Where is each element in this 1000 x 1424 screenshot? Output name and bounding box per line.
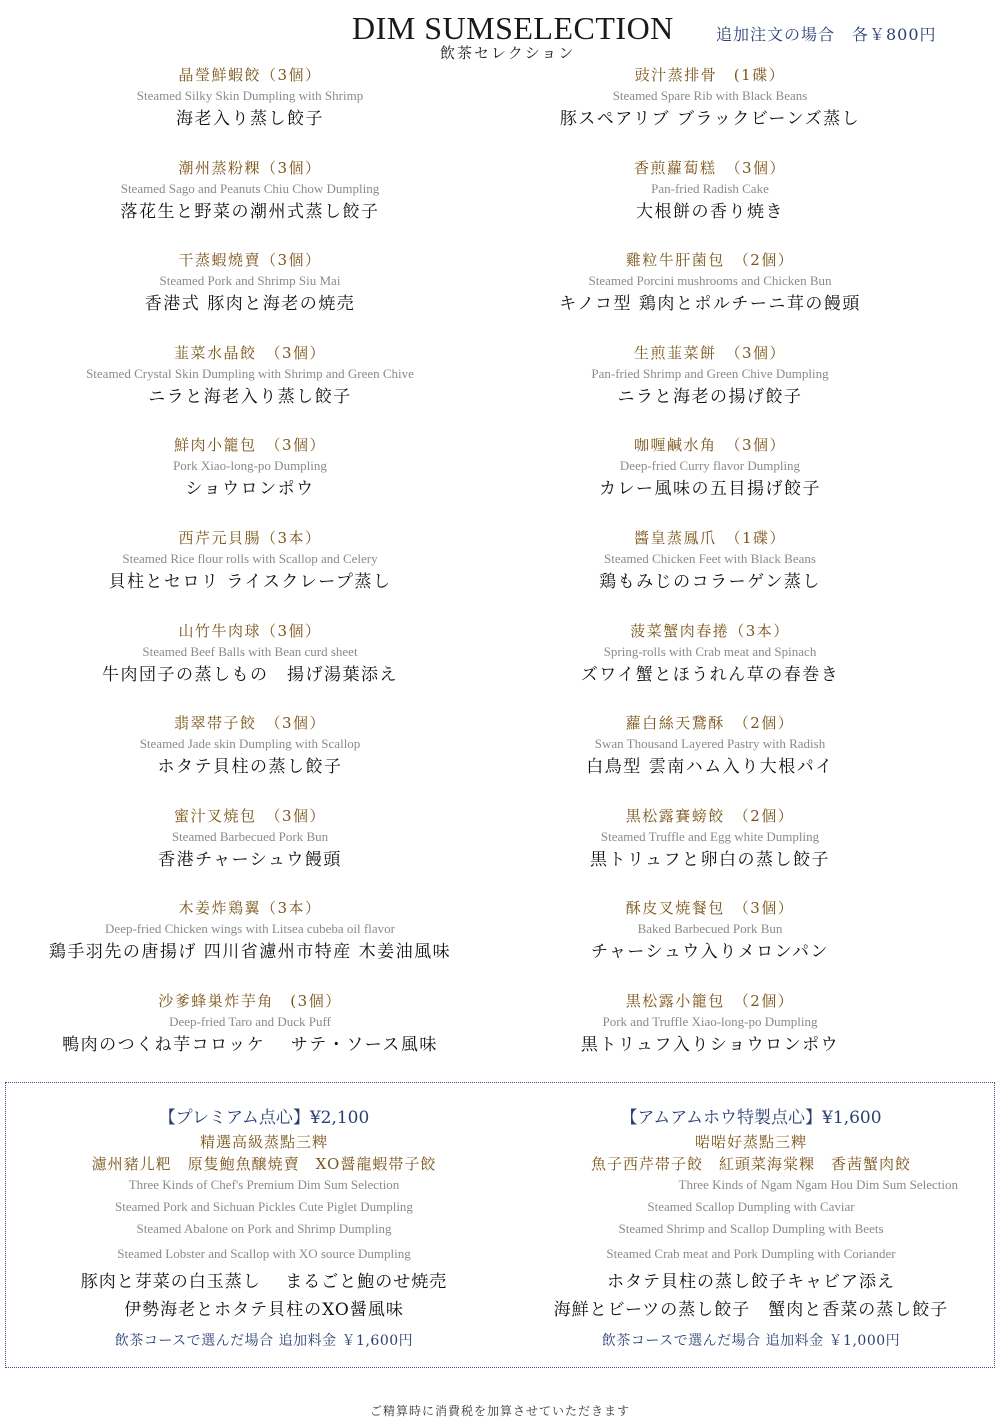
amuamuhou-en-item: Steamed Crab meat and Pork Dumpling with Coriander	[606, 1246, 896, 1261]
menu-item-en: Pork Xiao-long-po Dumpling	[173, 458, 327, 474]
menu-item-jp: 鶏もみじのコラーゲン蒸し	[599, 572, 821, 592]
menu-item-cn: 鮮肉小籠包 （3個）	[173, 436, 327, 455]
menu-item	[440, 249, 980, 341]
menu-item-jp: ホタテ貝柱の蒸し餃子	[157, 757, 343, 778]
menu-item	[0, 990, 500, 1082]
menu-item-jp: チャーシュウ入りメロンパン	[590, 942, 830, 963]
menu-item-en: Spring-rolls with Crab meat and Spinach	[603, 643, 817, 659]
menu-item-en: Steamed Spare Rib with Black Beans	[612, 88, 808, 103]
menu-item-jp: 豚スペアリブ ブラックビーンズ蒸し	[559, 109, 861, 129]
menu-item-jp: ニラと海老の揚げ餃子	[617, 386, 803, 407]
amuamuhou-cn-items: 魚子西芹帯子餃 紅頭菜海棠粿 香茜蟹肉餃	[590, 1155, 911, 1173]
menu-item-cn: 雞粒牛肝菌包 （2個）	[625, 251, 795, 270]
menu-item	[0, 897, 500, 989]
menu-item-cn: 木姜炸鶏翼（3本）	[178, 899, 322, 918]
premium-jp-item: 伊勢海老とホタテ貝柱のXO醤風味	[124, 1300, 404, 1320]
menu-item-cn: 黒松露小籠包 （2個）	[625, 992, 795, 1010]
amuamuhou-en-item: Steamed Scallop Dumpling with Caviar	[647, 1199, 855, 1214]
menu-item	[440, 990, 980, 1082]
menu-item	[0, 434, 500, 526]
menu-item-jp: 落花生と野菜の潮州式蒸し餃子	[120, 201, 380, 222]
menu-item	[440, 64, 980, 156]
menu-item-en: Pan-fried Shrimp and Green Chive Dumpling	[591, 365, 829, 381]
menu-item-en: Steamed Silky Skin Dumpling with Shrimp	[136, 88, 364, 103]
menu-item-cn: 豉汁蒸排骨 (1碟）	[634, 66, 786, 84]
menu-item	[440, 527, 980, 619]
amuamuhou-dim-sum-set	[516, 1105, 986, 1350]
amuamuhou-jp-item: 海鮮とビーツの蒸し餃子 蟹肉と香菜の蒸し餃子	[553, 1300, 949, 1320]
menu-item-jp: 黒トリュフと卵白の蒸し餃子	[590, 849, 830, 870]
menu-item-en: Steamed Pork and Shrimp Siu Mai	[159, 273, 341, 289]
menu-item-cn: 菠菜蟹肉春捲（3本）	[630, 621, 790, 640]
menu-item-jp: 大根餅の香り焼き	[636, 201, 784, 222]
menu-item-jp: 白鳥型 雲南ハム入り大根パイ	[586, 757, 834, 778]
menu-item-cn: 酥皮叉焼餐包 （3個）	[625, 899, 795, 918]
menu-header	[0, 8, 1000, 64]
menu-item-en: Steamed Chicken Feet with Black Beans	[604, 551, 816, 566]
menu-item-jp: ズワイ蟹とほうれん草の春巻き	[580, 664, 840, 685]
menu-item	[0, 157, 500, 249]
menu-item	[0, 527, 500, 619]
menu-item-en: Steamed Rice flour rolls with Scallop and Celery	[122, 551, 378, 566]
menu-item-en: Steamed Beef Balls with Bean curd sheet	[142, 643, 358, 659]
amuamuhou-course-note: 飲茶コースで選んだ場合 追加料金 ￥1,000円	[601, 1333, 901, 1349]
menu-item-cn: 潮州蒸粉粿（3個）	[178, 158, 322, 177]
menu-item-en: Steamed Jade skin Dumpling with Scallop	[139, 736, 361, 752]
menu-item-cn: 醬皇蒸鳳爪 （1碟）	[633, 529, 787, 547]
menu-item-en: Steamed Porcini mushrooms and Chicken Bun	[588, 273, 832, 289]
menu-item-en: Swan Thousand Layered Pastry with Radish	[594, 736, 826, 752]
menu-item-cn: 西芹元貝腸（3本）	[178, 529, 322, 547]
menu-item-en: Pork and Truffle Xiao-long-po Dumpling	[602, 1014, 818, 1029]
premium-cn-title: 精選高級蒸點三粺	[199, 1133, 328, 1151]
menu-item-en: Steamed Truffle and Egg white Dumpling	[600, 828, 820, 844]
premium-course-note: 飲茶コースで選んだ場合 追加料金 ￥1,600円	[114, 1333, 414, 1349]
menu-item	[440, 805, 980, 897]
menu-item-jp: ショウロンポウ	[185, 479, 315, 500]
amuamuhou-cn-title: 啱啱好蒸點三粺	[694, 1133, 807, 1151]
menu-item	[440, 712, 980, 804]
menu-item	[0, 249, 500, 341]
menu-item-cn: 翡翠帯子餃 （3個）	[173, 714, 327, 733]
menu-item-cn: 沙爹蜂巣炸芋角 (3個）	[158, 992, 342, 1010]
premium-cn-items: 濾州豬儿粑 原隻鮑魚醸焼賣 XO醤龍蝦帯子餃	[91, 1155, 437, 1173]
amuamuhou-en-title: Three Kinds of Ngam Ngam Hou Dim Sum Selection	[678, 1177, 958, 1192]
menu-item-cn: 山竹牛肉球（3個）	[178, 621, 322, 640]
menu-item	[440, 157, 980, 249]
menu-item	[0, 712, 500, 804]
menu-item-jp: 牛肉団子の蒸しもの 揚げ湯葉添え	[102, 664, 398, 685]
menu-item-jp: 黒トリュフ入りショウロンポウ	[580, 1035, 840, 1055]
menu-item-en: Deep-fried Curry flavor Dumpling	[619, 458, 801, 474]
menu-item-jp: 鴨肉のつくね芋コロッケ サテ・ソース風味	[62, 1035, 438, 1055]
premium-jp-item: 豚肉と芽菜の白玉蒸し まるごと鮑のせ焼売	[80, 1272, 448, 1292]
premium-en-item: Steamed Pork and Sichuan Pickles Cute Piglet Dumpling	[115, 1199, 413, 1214]
menu-item	[440, 897, 980, 989]
menu-item-jp: ニラと海老入り蒸し餃子	[148, 386, 352, 407]
premium-en-title: Three Kinds of Chef's Premium Dim Sum Selection	[128, 1177, 400, 1192]
menu-item-cn: 蜜汁叉焼包 （3個）	[173, 806, 327, 825]
menu-item	[0, 64, 500, 156]
menu-item-cn: 咖喱鹹水角 （3個）	[633, 436, 787, 455]
menu-subtitle: 飲茶セレクション	[440, 44, 576, 62]
menu-item-en: Deep-fried Chicken wings with Litsea cubeba oil flavor	[105, 921, 395, 937]
menu-item-cn: 香煎蘿蔔糕 （3個）	[633, 158, 787, 177]
menu-item-jp: 鶏手羽先の唐揚げ 四川省濾州市特産 木姜油風味	[48, 942, 452, 963]
menu-item-jp: 海老入り蒸し餃子	[176, 109, 324, 129]
menu-item-en: Steamed Crystal Skin Dumpling with Shrimp and Green Chive	[86, 365, 414, 381]
menu-item-cn: 晶瑩鮮蝦餃（3個）	[178, 66, 322, 84]
menu-item-en: Deep-fried Taro and Duck Puff	[169, 1014, 331, 1029]
amuamuhou-en-item: Steamed Shrimp and Scallop Dumpling with Beets	[618, 1221, 884, 1236]
menu-item-en: Baked Barbecued Pork Bun	[637, 921, 783, 937]
premium-en-item: Steamed Lobster and Scallop with XO source Dumpling	[117, 1246, 411, 1261]
menu-item-cn: 黒松露賽螃餃 （2個）	[625, 806, 795, 825]
menu-item-jp: カレー風味の五目揚げ餃子	[599, 479, 821, 500]
menu-item	[0, 805, 500, 897]
menu-item-en: Steamed Sago and Peanuts Chiu Chow Dumpling	[120, 180, 380, 196]
menu-item-jp: 香港式 豚肉と海老の焼売	[144, 294, 356, 315]
menu-item	[440, 434, 980, 526]
menu-item-en: Steamed Barbecued Pork Bun	[171, 828, 329, 844]
menu-item-cn: 蘿白絲天鵞酥 （2個）	[625, 714, 795, 733]
menu-item	[440, 620, 980, 712]
menu-item	[0, 620, 500, 712]
menu-item-jp: 香港チャーシュウ饅頭	[158, 849, 342, 870]
amuamuhou-jp-item: ホタテ貝柱の蒸し餃子キャビア添え	[607, 1272, 895, 1292]
menu-item	[440, 342, 980, 434]
premium-set-box	[5, 1082, 995, 1368]
menu-item-en: Pan-fried Radish Cake	[651, 180, 769, 196]
premium-en-item: Steamed Abalone on Pork and Shrimp Dumpling	[136, 1221, 392, 1236]
amuamuhou-title: 【アムアムホウ特製点心】¥1,600	[620, 1108, 882, 1128]
tax-note: ご精算時に消費税を加算させていただきます	[369, 1404, 630, 1418]
menu-item-jp: キノコ型 鶏肉とポルチーニ茸の饅頭	[559, 294, 861, 315]
menu-item-cn: 干蒸蝦燒賣（3個）	[178, 251, 322, 270]
premium-title: 【プレミアム点心】¥2,100	[158, 1108, 370, 1128]
menu-item	[0, 342, 500, 434]
extra-order-price: 追加注文の場合 各￥800円	[716, 25, 937, 44]
menu-item-jp: 貝柱とセロリ ライスクレープ蒸し	[108, 572, 392, 592]
menu-item-cn: 生煎韮菜餅 （3個）	[633, 343, 787, 362]
menu-item-cn: 韮菜水晶餃 （3個）	[173, 343, 327, 362]
menu-title: DIM SUMSELECTION	[352, 10, 674, 46]
premium-dim-sum-set	[24, 1105, 504, 1350]
